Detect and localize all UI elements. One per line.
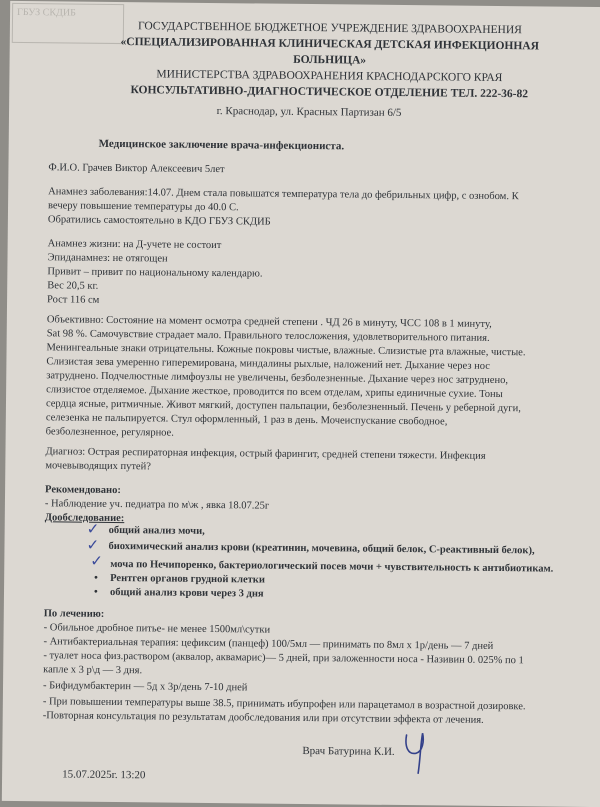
treatment-line: - При повышении температуры выше 38.5, принимать ибупрофен или парацетамол в возрастной дозировке. [42,696,526,713]
treatment-line: - Антибактериальная терапия: цефиксим (панцеф) 100/5мл — принимать по 8мл х 1р/день — 7 дней [43,636,494,652]
header-line-3: МИНИСТЕРСТВА ЗДРАВООХРАНЕНИЯ КРАСНОДАРСКОГО КРАЯ [156,68,503,85]
objective-line: безболезненное, регулярное. [45,426,174,439]
exam-heading: Дообследование: [44,512,125,525]
life-anamnesis-line: Привит – привит по национальному календарю. [47,266,263,280]
document-sheet [2,1,600,807]
exam-item: моча по Нечипоренко, бактериологический посев мочи + чувствительность к антибиотикам. [110,558,554,575]
anamnesis-line: Анамнез заболевания:14.07. Днем стала повышатся температура тела до фебрильных цифр, с ознобом. К [48,186,519,203]
treatment-line: -Повторная консультация по результатам дообследования или при отсутствии эффекта от лечения. [42,710,484,726]
handwritten-check-icon: ✓ [86,519,100,538]
objective-line: сердца ясные, ритмичные. Живот мягкий, доступен пальпации, безболезненный. Печень у реберной дуги, [45,398,521,415]
objective-line: Менингеальные знаки отрицательны. Кожные покровы чистые, влажные. Слизистые рта влажные, чистые. [46,342,526,359]
treatment-heading: По лечению: [43,608,105,620]
handwritten-check-icon: ✓ [90,551,104,570]
stamp-text: ГБУЗ СКДИБ [17,6,76,19]
anamnesis-line: Обратились самостоятельно в КДО ГБУЗ СКДИБ [47,214,271,228]
handwritten-check-icon: ✓ [86,535,100,554]
treatment-line: - туалет носа физ.раствором (аквалор, аквамарис)— 5 дней, при заложенности носа - Називин 0. 025% по 1 [43,650,524,667]
objective-line: селезенка не пальпируется. Стул оформленный, 1 раз в день. Мочеиспускание свободное, [45,412,448,428]
address: г. Краснодар, ул. Красных Партизан 6/5 [216,105,402,119]
institution-header [89,18,570,103]
objective-line: Sat 98 %. Самочувствие страдает мало. Правильного телосложения, удовлетворительного питания. [46,328,490,344]
diagnosis-line: Диагноз: Острая респираторная инфекция, острый фарингит, средней степени тяжести. Инфекция [45,446,486,462]
exam-item: общий анализ мочи, [108,524,205,537]
exam-item: Рентген органов грудной клетки [110,572,265,586]
exam-item-bullet: • [93,586,98,598]
header-line-4: КОНСУЛЬТАТИВНО-ДИАГНОСТИЧЕСКОЕ ОТДЕЛЕНИЕ ТЕЛ. 222-36-82 [130,84,529,101]
anamnesis-line: вечеру повышение температуры до 40.0 С. [48,200,239,214]
objective-line: слизистое отделяемое. Дыхание жесткое, проводится по всем отделам, хрипы единичные сухие. Тоны [46,384,503,401]
recommended-heading: Рекомендовано: [45,484,121,497]
life-anamnesis-line: Рост 116 см [47,294,100,306]
objective-line: Слизистая зева умеренно гиперемирована, миндалины рыхлые, наложений нет. Дыхание через нос [46,356,490,372]
doctor-signature [398,725,439,777]
treatment-line: - Обильное дробное питье- не менее 1500мл\сутки [43,622,271,636]
diagnosis-line: мочевыводящих путей? [45,460,151,473]
exam-item-bullet: • [94,572,98,584]
life-anamnesis-line: Вес 20,5 кг. [47,280,99,292]
objective-line: Объективно: Состояние на момент осмотра средней степени . ЧД 26 в минуту, ЧСС 108 в 1 минуту, [46,314,492,330]
life-anamnesis-line: Анамнез жизни: на Д-учете не состоит [47,238,222,252]
exam-item: общий анализ крови через 3 дня [109,586,264,600]
life-anamnesis-line: Эпиданамнез: не отягощен [47,252,168,265]
document-title: Медицинское заключение врача-инфекциониста. [98,137,345,153]
exam-item: биохимический анализ крови (креатинин, мочевина, общий белок, С-реактивный белок), [108,540,535,557]
header-line-2: «СПЕЦИАЛИЗИРОВАННАЯ КЛИНИЧЕСКАЯ ДЕТСКАЯ ИНФЕКЦИОННАЯ БОЛЬНИЦА» [120,36,540,67]
treatment-line: капле х 3 р\д — 3 дня. [43,664,143,677]
patient-name: Ф.И.О. Грачев Виктор Алексеевич 5лет [48,162,225,176]
recommended-line: - Наблюдение уч. педиатра по м\ж , явка 18.07.25г [44,498,270,512]
objective-line: затруднено. Подчелюстные лимфоузлы не увеличены, безболезненные. Дыхание через нос затруднено, [46,370,509,387]
treatment-line: - Бифидумбактерин — 5д х 3р/день 7-10 дней [42,680,248,694]
document-datetime: 15.07.2025г. 13:20 [62,768,146,782]
doctor-name: Врач Батурина К.И. [302,744,395,758]
header-line-1: ГОСУДАРСТВЕННОЕ БЮДЖЕТНОЕ УЧРЕЖДЕНИЕ ЗДРАВООХРАНЕНИЯ [137,20,522,37]
